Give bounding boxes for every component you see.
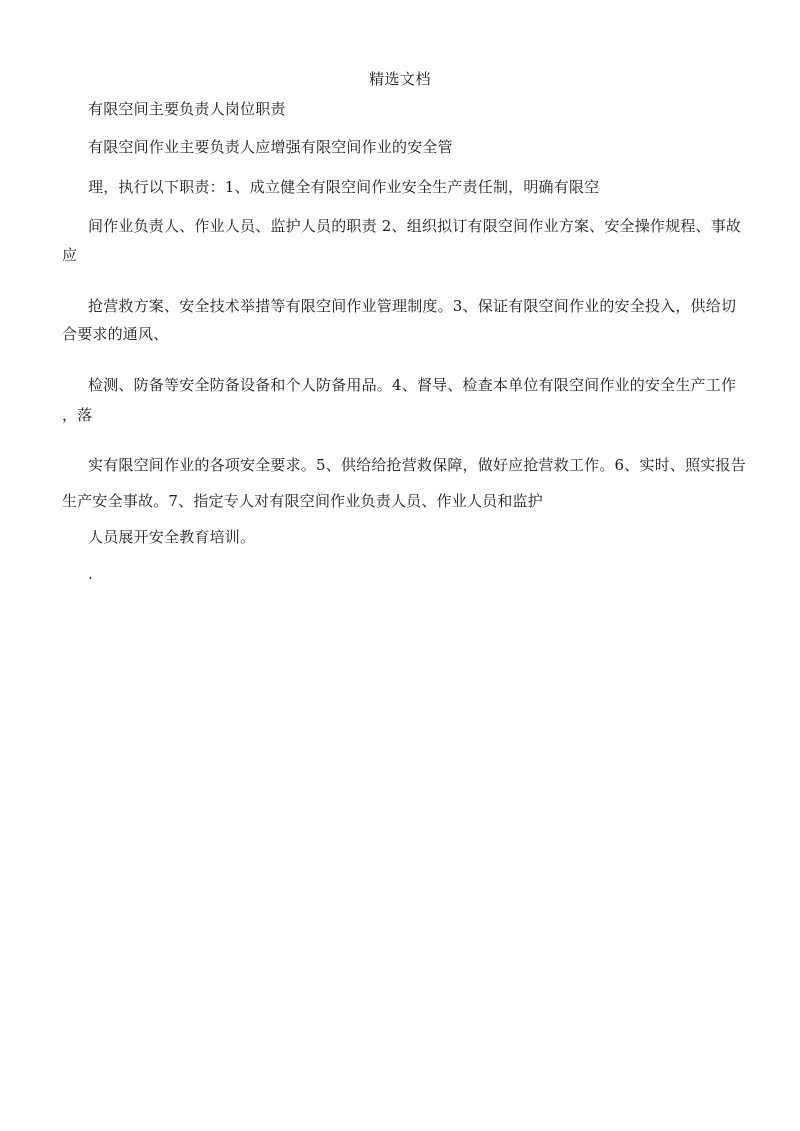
- body-line-9: 实有限空间作业的各项安全要求。5、供给给抢营救保障，做好应抢营救工作。6、实时、照实报告: [88, 456, 746, 474]
- body-line-7: 检测、防备等安全防备设备和个人防备用品。4、督导、检查本单位有限空间作业的安全生产工作: [88, 376, 737, 394]
- body-line-3: 间作业负责人、作业人员、监护人员的职责 2、组织拟订有限空间作业方案、安全操作规程、事故: [88, 217, 742, 235]
- body-line-2: 理，执行以下职责：1、成立健全有限空间作业安全生产责任制，明确有限空: [88, 178, 600, 196]
- end-mark: .: [88, 565, 93, 583]
- body-line-1: 有限空间作业主要负责人应增强有限空间作业的安全管: [88, 138, 453, 156]
- body-line-10: 生产安全事故。7、指定专人对有限空间作业负责人员、作业人员和监护: [62, 492, 543, 510]
- body-line-6: 合要求的通风、: [62, 325, 169, 343]
- body-line-8: ，落: [62, 406, 93, 424]
- body-line-11: 人员展开安全教育培训。: [88, 528, 256, 546]
- body-line-5: 抢营救方案、安全技术举措等有限空间作业管理制度。3、保证有限空间作业的安全投入，供给切: [88, 297, 737, 315]
- document-title: 有限空间主要负责人岗位职责: [88, 100, 286, 118]
- body-line-4: 应: [62, 246, 78, 264]
- page-header: 精选文档: [368, 70, 431, 88]
